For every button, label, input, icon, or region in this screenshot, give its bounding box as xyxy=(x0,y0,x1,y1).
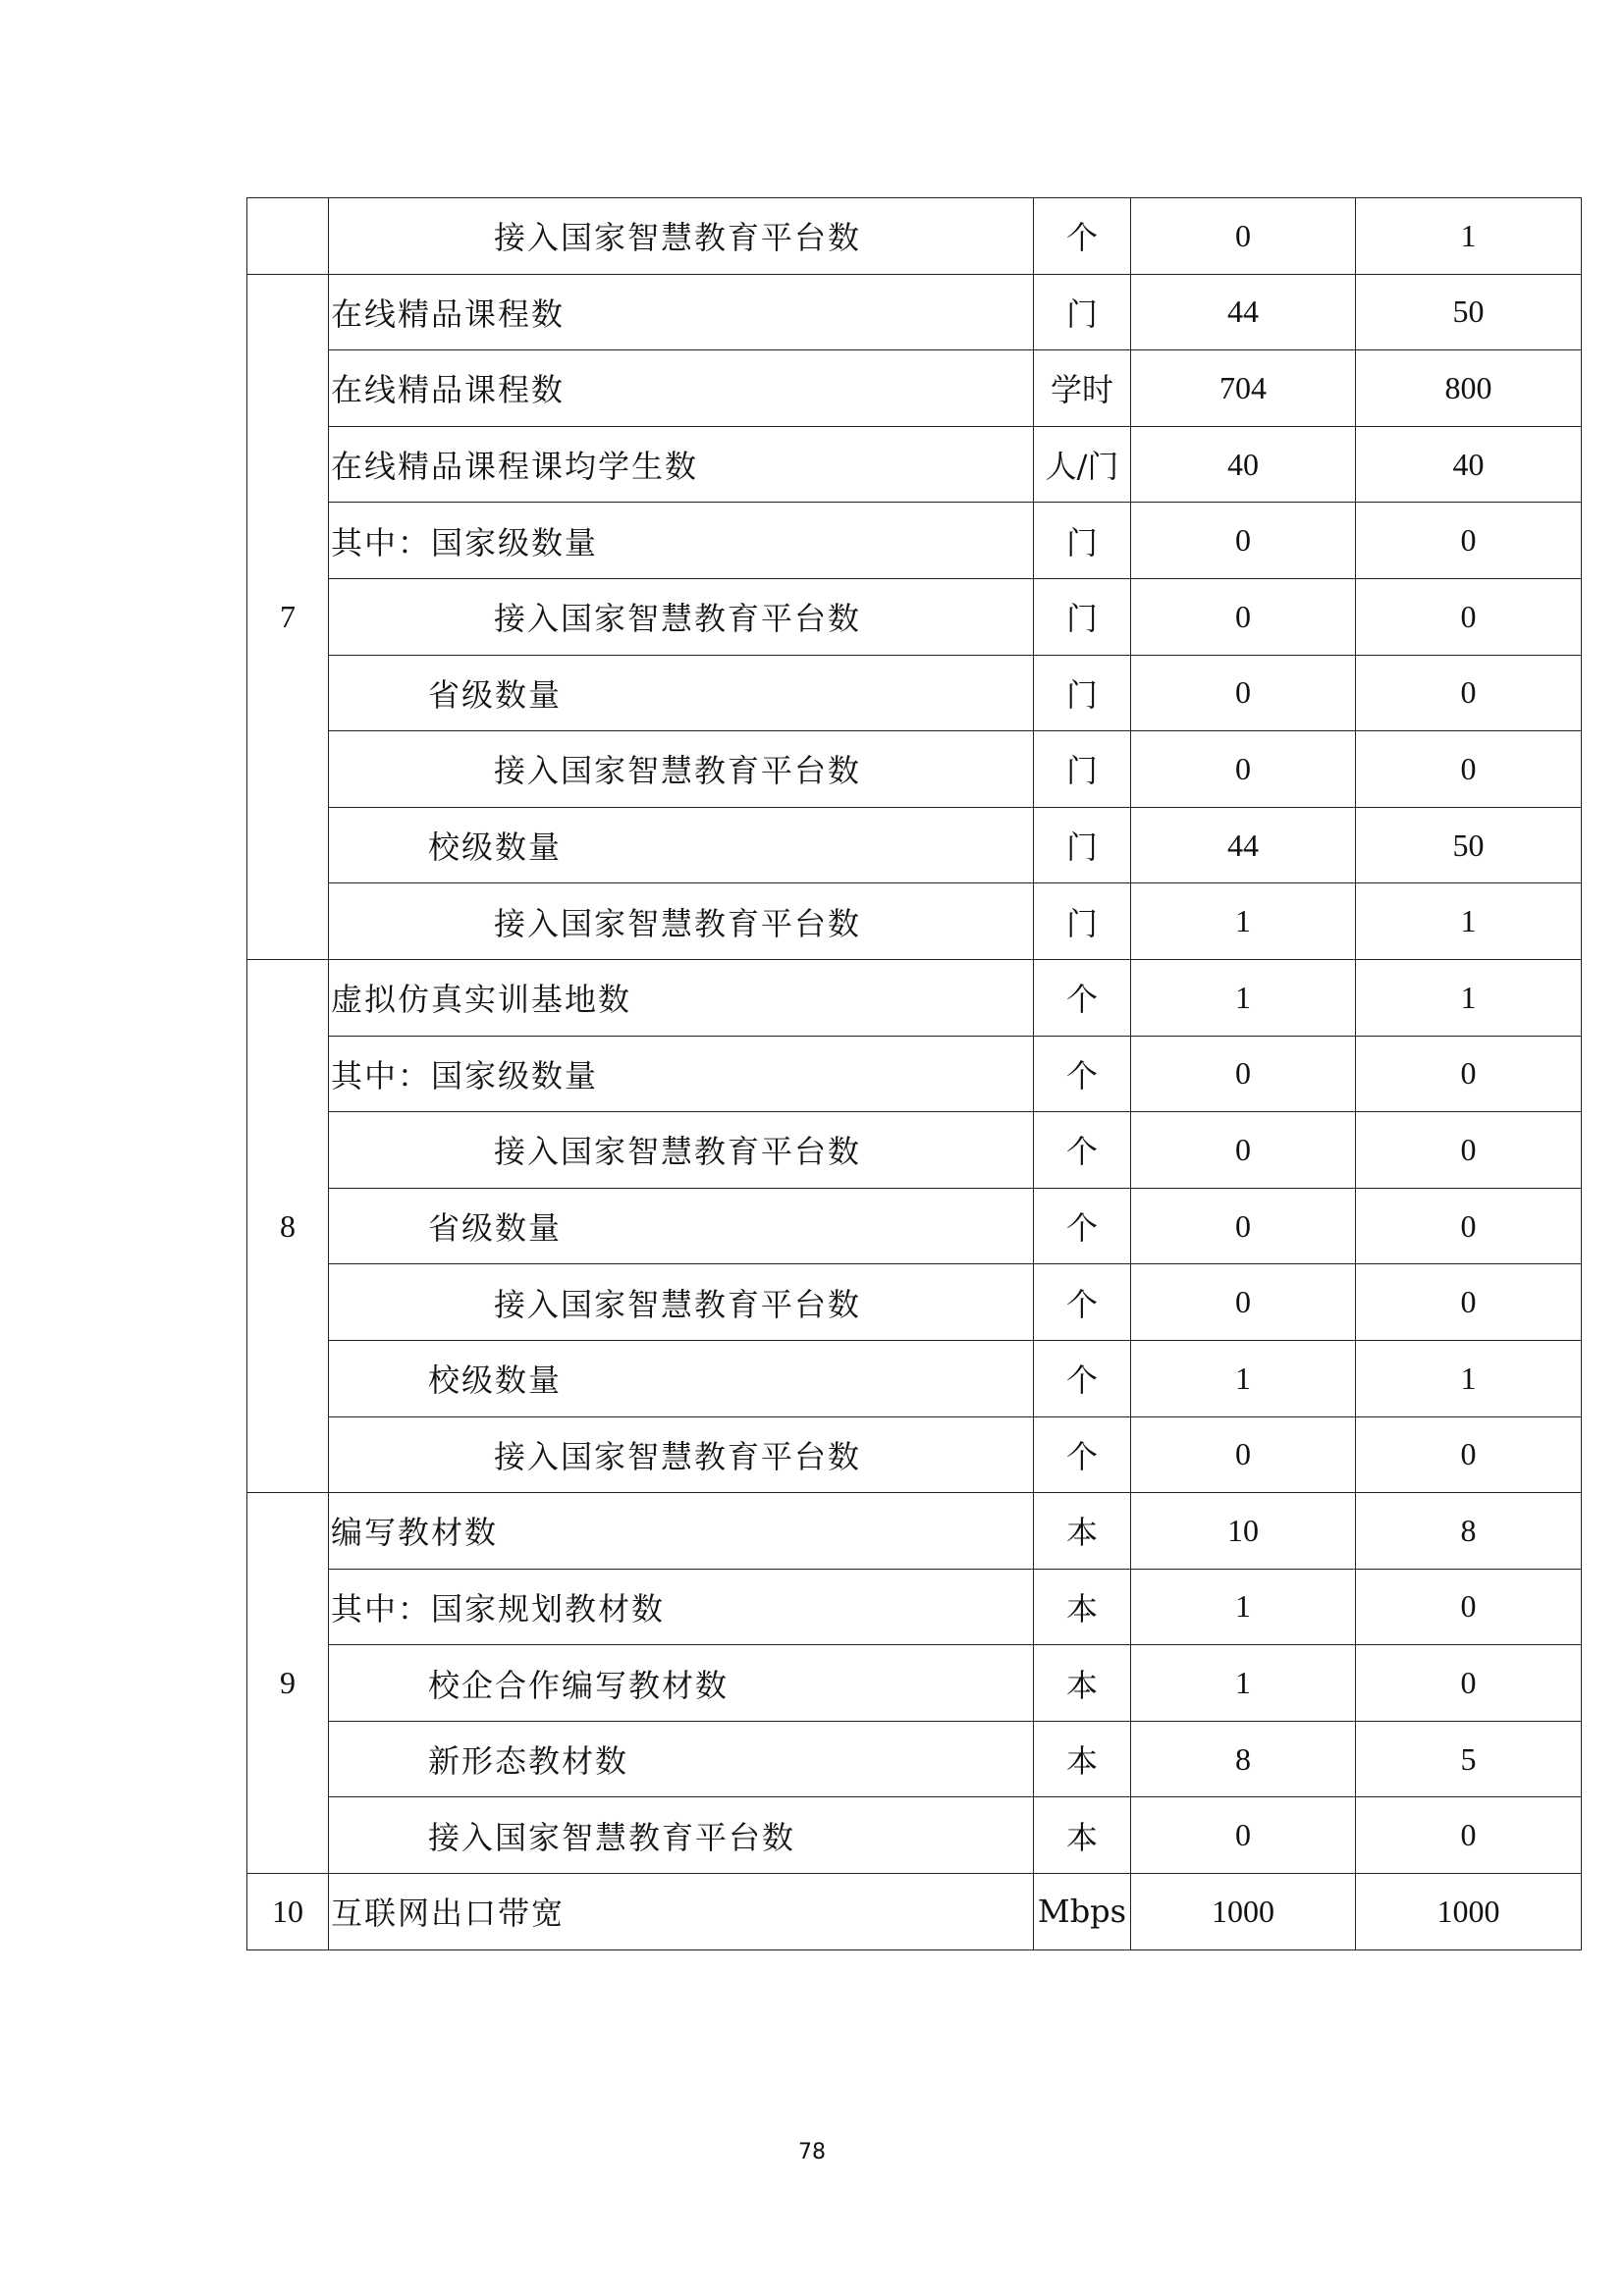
item-name-cell: 在线精品课程课均学生数 xyxy=(329,426,1034,503)
value-cell-1: 8 xyxy=(1131,1721,1356,1797)
value-cell-2: 0 xyxy=(1356,1188,1582,1264)
value-cell-1: 1 xyxy=(1131,959,1356,1036)
item-name-cell: 接入国家智慧教育平台数 xyxy=(329,1112,1034,1189)
value-cell-1: 1000 xyxy=(1131,1874,1356,1950)
value-cell-2: 0 xyxy=(1356,1264,1582,1341)
value-cell-1: 0 xyxy=(1131,1112,1356,1189)
item-name-cell: 新形态教材数 xyxy=(329,1721,1034,1797)
value-cell-1: 1 xyxy=(1131,1645,1356,1722)
unit-cell: 门 xyxy=(1034,883,1131,960)
item-name-cell: 在线精品课程数 xyxy=(329,274,1034,350)
value-cell-2: 1 xyxy=(1356,959,1582,1036)
value-cell-1: 0 xyxy=(1131,1188,1356,1264)
unit-cell: 个 xyxy=(1034,198,1131,275)
value-cell-2: 50 xyxy=(1356,274,1582,350)
value-cell-2: 0 xyxy=(1356,578,1582,655)
table-row xyxy=(247,1188,1582,1264)
unit-cell: 学时 xyxy=(1034,350,1131,427)
unit-cell: 门 xyxy=(1034,731,1131,808)
value-cell-2: 1 xyxy=(1356,883,1582,960)
unit-cell: 本 xyxy=(1034,1493,1131,1570)
serial-number-cell: 10 xyxy=(247,1874,329,1950)
unit-cell: 本 xyxy=(1034,1645,1131,1722)
value-cell-2: 1 xyxy=(1356,1340,1582,1416)
value-cell-2: 0 xyxy=(1356,1797,1582,1874)
value-cell-2: 50 xyxy=(1356,807,1582,883)
table-row xyxy=(247,198,1582,275)
table-row xyxy=(247,274,1582,350)
item-name-cell: 接入国家智慧教育平台数 xyxy=(329,1797,1034,1874)
table-row xyxy=(247,959,1582,1036)
value-cell-1: 1 xyxy=(1131,1340,1356,1416)
table-row xyxy=(247,578,1582,655)
unit-cell: 个 xyxy=(1034,1264,1131,1341)
item-name-cell: 校级数量 xyxy=(329,807,1034,883)
item-name-cell: 其中：国家规划教材数 xyxy=(329,1569,1034,1645)
value-cell-2: 800 xyxy=(1356,350,1582,427)
item-name-cell: 接入国家智慧教育平台数 xyxy=(329,198,1034,275)
value-cell-2: 0 xyxy=(1356,731,1582,808)
item-name-cell: 省级数量 xyxy=(329,1188,1034,1264)
table-row xyxy=(247,1340,1582,1416)
value-cell-2: 0 xyxy=(1356,1569,1582,1645)
value-cell-2: 1 xyxy=(1356,198,1582,275)
item-name-cell: 接入国家智慧教育平台数 xyxy=(329,1416,1034,1493)
value-cell-1: 10 xyxy=(1131,1493,1356,1570)
value-cell-2: 0 xyxy=(1356,1645,1582,1722)
value-cell-2: 8 xyxy=(1356,1493,1582,1570)
unit-cell: 门 xyxy=(1034,503,1131,579)
unit-cell: Mbps xyxy=(1034,1874,1131,1950)
unit-cell: 人/门 xyxy=(1034,426,1131,503)
table-row xyxy=(247,1645,1582,1722)
value-cell-1: 0 xyxy=(1131,578,1356,655)
unit-cell: 个 xyxy=(1034,1188,1131,1264)
item-name-cell: 编写教材数 xyxy=(329,1493,1034,1570)
serial-number-cell: 7 xyxy=(247,274,329,959)
value-cell-1: 44 xyxy=(1131,274,1356,350)
value-cell-1: 0 xyxy=(1131,198,1356,275)
serial-number-cell xyxy=(247,198,329,275)
value-cell-1: 1 xyxy=(1131,1569,1356,1645)
unit-cell: 本 xyxy=(1034,1569,1131,1645)
value-cell-1: 0 xyxy=(1131,731,1356,808)
value-cell-2: 5 xyxy=(1356,1721,1582,1797)
value-cell-1: 44 xyxy=(1131,807,1356,883)
table-row xyxy=(247,350,1582,427)
item-name-cell: 其中：国家级数量 xyxy=(329,503,1034,579)
value-cell-2: 0 xyxy=(1356,1036,1582,1112)
table-row xyxy=(247,503,1582,579)
unit-cell: 门 xyxy=(1034,578,1131,655)
value-cell-1: 704 xyxy=(1131,350,1356,427)
table-row xyxy=(247,1416,1582,1493)
serial-number-cell: 9 xyxy=(247,1493,329,1874)
table-row xyxy=(247,1797,1582,1874)
page-number: 78 xyxy=(798,2140,826,2164)
value-cell-1: 0 xyxy=(1131,1036,1356,1112)
table-row xyxy=(247,1874,1582,1950)
item-name-cell: 省级数量 xyxy=(329,655,1034,731)
value-cell-2: 0 xyxy=(1356,1416,1582,1493)
unit-cell: 个 xyxy=(1034,1112,1131,1189)
value-cell-2: 40 xyxy=(1356,426,1582,503)
item-name-cell: 在线精品课程数 xyxy=(329,350,1034,427)
item-name-cell: 校级数量 xyxy=(329,1340,1034,1416)
unit-cell: 个 xyxy=(1034,959,1131,1036)
serial-number-cell: 8 xyxy=(247,959,329,1492)
value-cell-2: 0 xyxy=(1356,655,1582,731)
item-name-cell: 接入国家智慧教育平台数 xyxy=(329,578,1034,655)
item-name-cell: 校企合作编写教材数 xyxy=(329,1645,1034,1722)
table-body xyxy=(247,198,1582,1950)
item-name-cell: 虚拟仿真实训基地数 xyxy=(329,959,1034,1036)
table-row xyxy=(247,1264,1582,1341)
table-row xyxy=(247,1036,1582,1112)
value-cell-1: 0 xyxy=(1131,1264,1356,1341)
value-cell-1: 0 xyxy=(1131,503,1356,579)
item-name-cell: 接入国家智慧教育平台数 xyxy=(329,731,1034,808)
table-row xyxy=(247,655,1582,731)
value-cell-2: 0 xyxy=(1356,503,1582,579)
table-row xyxy=(247,731,1582,808)
unit-cell: 个 xyxy=(1034,1036,1131,1112)
table-row xyxy=(247,807,1582,883)
unit-cell: 门 xyxy=(1034,274,1131,350)
table-row xyxy=(247,1569,1582,1645)
value-cell-1: 40 xyxy=(1131,426,1356,503)
value-cell-1: 1 xyxy=(1131,883,1356,960)
table-row xyxy=(247,1721,1582,1797)
unit-cell: 本 xyxy=(1034,1721,1131,1797)
value-cell-2: 0 xyxy=(1356,1112,1582,1189)
item-name-cell: 其中：国家级数量 xyxy=(329,1036,1034,1112)
item-name-cell: 互联网出口带宽 xyxy=(329,1874,1034,1950)
unit-cell: 门 xyxy=(1034,655,1131,731)
unit-cell: 个 xyxy=(1034,1416,1131,1493)
table-row xyxy=(247,883,1582,960)
value-cell-1: 0 xyxy=(1131,655,1356,731)
item-name-cell: 接入国家智慧教育平台数 xyxy=(329,883,1034,960)
table-row xyxy=(247,426,1582,503)
value-cell-1: 0 xyxy=(1131,1416,1356,1493)
unit-cell: 门 xyxy=(1034,807,1131,883)
unit-cell: 本 xyxy=(1034,1797,1131,1874)
table-row xyxy=(247,1112,1582,1189)
value-cell-2: 1000 xyxy=(1356,1874,1582,1950)
item-name-cell: 接入国家智慧教育平台数 xyxy=(329,1264,1034,1341)
table-row xyxy=(247,1493,1582,1570)
value-cell-1: 0 xyxy=(1131,1797,1356,1874)
data-table xyxy=(246,197,1582,1950)
unit-cell: 个 xyxy=(1034,1340,1131,1416)
